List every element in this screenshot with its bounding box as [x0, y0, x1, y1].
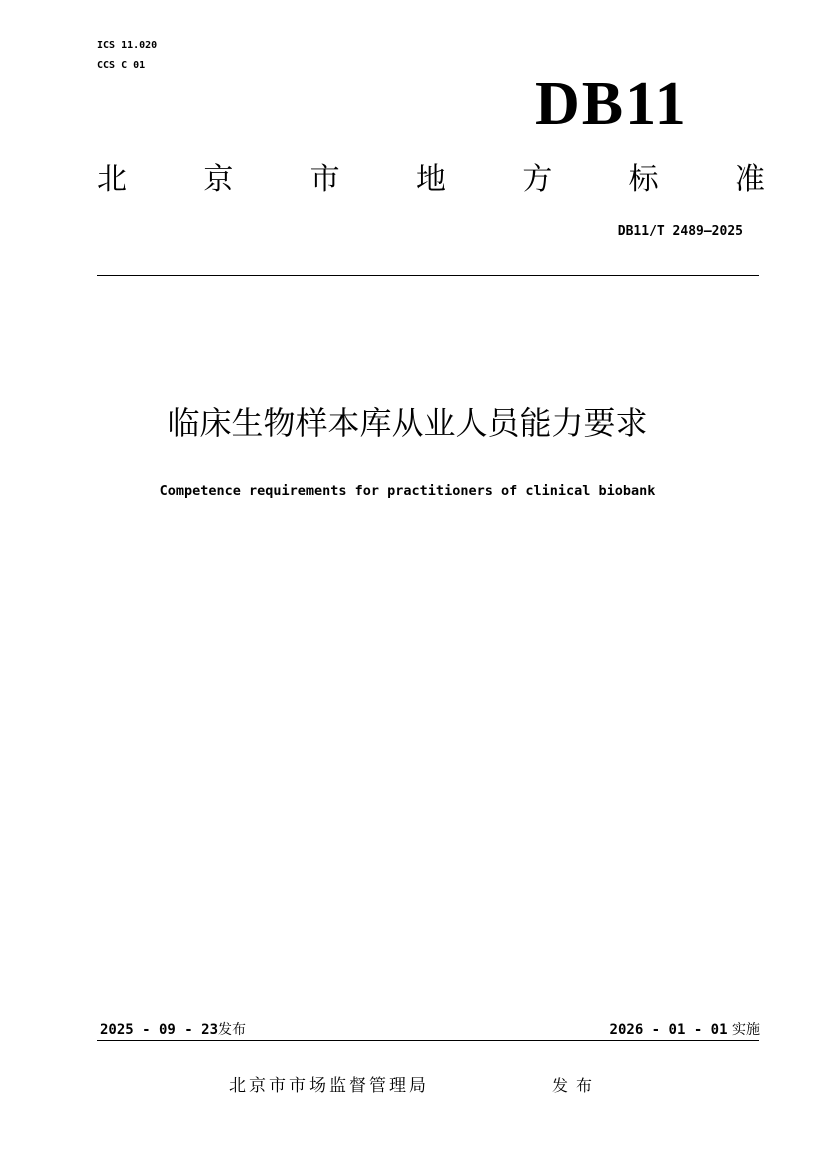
standard-number: DB11/T 2489—2025: [617, 224, 743, 239]
top-divider: [97, 275, 759, 276]
implement-date: 2026 - 01 - 01: [609, 1022, 728, 1038]
standard-type-char: 标: [628, 162, 659, 197]
standard-type-char: 北: [97, 162, 127, 197]
publish-date-line: [100, 1021, 246, 1039]
publish-label: 发布: [218, 1022, 247, 1038]
standard-type: [97, 162, 765, 198]
document-title-en: Competence requirements for practitioners of clinical biobank: [159, 483, 656, 499]
implement-label: 实施: [732, 1022, 760, 1038]
document-title-zh: 临床生物样本库从业人员能力要求: [167, 404, 648, 442]
standard-type-char: 方: [522, 162, 553, 197]
standard-type-char: 地: [415, 162, 446, 197]
standard-type-char: 准: [734, 162, 765, 197]
standard-type-char: 京: [203, 162, 234, 197]
issue-label: 发布: [552, 1076, 601, 1095]
ccs-code: CCS C 01: [97, 60, 146, 71]
standard-type-char: 市: [309, 162, 340, 197]
publish-date: 2025 - 09 - 23: [100, 1022, 219, 1038]
issuing-authority: 北京市市场监督管理局: [229, 1076, 429, 1096]
implement-date-line: [610, 1021, 760, 1039]
bottom-divider: [97, 1040, 759, 1041]
ics-code: ICS 11.020: [97, 40, 158, 51]
db-code: DB11: [535, 70, 688, 138]
